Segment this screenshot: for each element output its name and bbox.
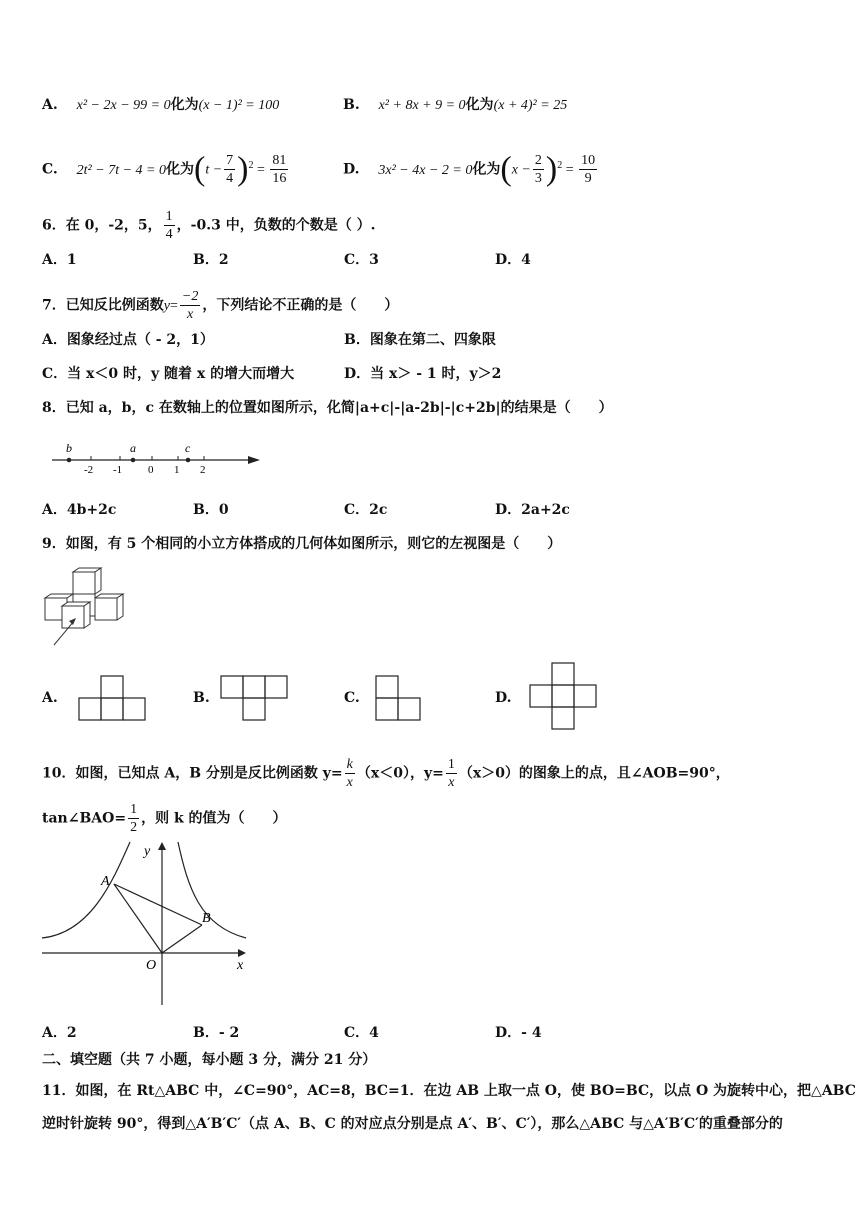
q10-fraction-half: $\frac{1}{2}$ xyxy=(130,802,138,835)
tick-0: 0 xyxy=(148,464,154,476)
label-c: c xyxy=(185,441,191,455)
q10-graph xyxy=(40,838,250,1008)
q9-option-d-figure[interactable] xyxy=(529,662,599,734)
q8-option-d[interactable]: D．2a+2c xyxy=(495,502,570,518)
label-o: O xyxy=(146,958,157,973)
curve-left xyxy=(42,842,130,938)
q8-stem: 8．已知 a，b，c 在数轴上的位置如图所示，化简|a+c|-|a-2b|-|c+2b|的结果是（ ） xyxy=(42,400,613,416)
q5-d-fraction: $\frac{2}{3}$ xyxy=(534,153,542,186)
q9-option-d-label[interactable]: D. xyxy=(495,690,512,706)
q5-b-result: (x + 4)² = 25 xyxy=(493,98,568,113)
q9-option-a-figure[interactable] xyxy=(78,674,148,722)
tick-2: 2 xyxy=(200,464,206,476)
q10-option-a[interactable]: A．2 xyxy=(42,1025,77,1041)
point-a xyxy=(131,458,136,463)
tick-neg1: -1 xyxy=(113,464,123,476)
q9-solid-figure xyxy=(40,566,130,648)
label-x: x xyxy=(237,958,244,973)
q6-option-a[interactable]: A．1 xyxy=(42,252,77,268)
q7-option-b[interactable]: B．图象在第二、四象限 xyxy=(344,332,496,348)
section-2-heading: 二、填空题（共 7 小题，每小题 3 分，满分 21 分） xyxy=(42,1052,377,1068)
curve-right xyxy=(178,842,246,938)
q7-fraction: $\frac{-2}{x}$ xyxy=(181,289,199,322)
q10-option-c[interactable]: C．4 xyxy=(344,1025,379,1041)
q6-stem: 6．在 0，-2，5， $\frac{1}{4}$ ，-0.3 中，负数的个数是（ ）. xyxy=(42,209,376,242)
q5-a-equation: x² − 2x − 99 = 0 xyxy=(76,98,171,113)
point-b xyxy=(67,458,72,463)
q10-stem-line2: tan∠BAO= $\frac{1}{2}$ ，则 k 的值为（ ） xyxy=(42,802,287,835)
q11-stem-line1: 11．如图，在 Rt△ABC 中，∠C=90°，AC=8，BC=1．在边 AB 上取一点 O，使 BO=BC，以点 O 为旋转中心，把△ABC xyxy=(42,1083,856,1099)
q8-option-c[interactable]: C．2c xyxy=(344,502,388,518)
tick-1: 1 xyxy=(174,464,180,476)
label-b: b xyxy=(66,441,72,455)
q8-option-b[interactable]: B．0 xyxy=(193,502,229,518)
q9-option-b-label[interactable]: B. xyxy=(193,690,210,706)
label-a: a xyxy=(130,441,136,455)
q7-stem: 7．已知反比例函数y= $\frac{-2}{x}$ ，下列结论不正确的是（ ） xyxy=(42,289,399,322)
q10-option-d[interactable]: D．- 4 xyxy=(495,1025,542,1041)
q10-fraction-1: $\frac{1}{x}$ xyxy=(447,757,455,790)
q6-option-d[interactable]: D．4 xyxy=(495,252,531,268)
q5-c-rhs-fraction: $\frac{81}{16}$ xyxy=(272,153,287,186)
q9-option-c-label[interactable]: C. xyxy=(344,690,360,706)
q9-option-a-label[interactable]: A. xyxy=(42,690,58,706)
q5-option-b[interactable]: B. x² + 8x + 9 = 0化为(x + 4)² = 25 xyxy=(343,97,568,113)
q9-option-c-figure[interactable] xyxy=(375,674,425,722)
q7-option-c[interactable]: C．当 x＜0 时，y 随着 x 的增大而增大 xyxy=(42,366,295,382)
q8-option-a[interactable]: A．4b+2c xyxy=(42,502,117,518)
q5-b-equation: x² + 8x + 9 = 0 xyxy=(378,98,466,113)
label-y: y xyxy=(144,844,151,859)
q5-c-fraction: $\frac{7}{4}$ xyxy=(226,153,234,186)
q9-option-b-figure[interactable] xyxy=(220,674,290,722)
q5-d-rhs-fraction: $\frac{10}{9}$ xyxy=(581,153,596,186)
q5-c-equation: 2t² − 7t − 4 = 0 xyxy=(76,162,166,178)
q5-d-equation: 3x² − 4x − 2 = 0 xyxy=(378,162,473,178)
q5-option-c[interactable]: C. 2t² − 7t − 4 = 0化为(t − $\frac{7}{4}$ )$^2$ = $\frac{81}{16}$ xyxy=(42,150,287,188)
q6-option-c[interactable]: C．3 xyxy=(344,252,379,268)
q5-option-d[interactable]: D. 3x² − 4x − 2 = 0化为(x − $\frac{2}{3}$ )$^2$ = $\frac{10}{9}$ xyxy=(343,150,596,188)
label-a: A xyxy=(101,874,110,889)
point-c xyxy=(186,458,191,463)
q10-stem: 10．如图，已知点 A，B 分别是反比例函数 y= $\frac{k}{x}$ （x＜0），y= $\frac{1}{x}$ （x＞0）的图象上的点，且∠AOB=90°， xyxy=(42,757,730,790)
q5-a-result: (x − 1)² = 100 xyxy=(198,98,280,113)
q7-option-d[interactable]: D．当 x＞ - 1 时，y＞2 xyxy=(344,366,502,382)
q10-option-b[interactable]: B．- 2 xyxy=(193,1025,240,1041)
q5-option-a[interactable]: A. x² − 2x − 99 = 0化为(x − 1)² = 100 xyxy=(42,97,280,113)
q6-option-b[interactable]: B．2 xyxy=(193,252,229,268)
q8-number-line xyxy=(40,436,270,476)
q9-stem: 9．如图，有 5 个相同的小立方体搭成的几何体如图所示，则它的左视图是（ ） xyxy=(42,536,562,552)
q6-fraction: $\frac{1}{4}$ xyxy=(165,209,173,242)
label-b: B xyxy=(202,911,211,926)
q11-stem-line2: 逆时针旋转 90°，得到△A′B′C′（点 A、B、C 的对应点分别是点 A′、B′、C′），那么△ABC 与△A′B′C′的重叠部分的 xyxy=(42,1116,783,1132)
q7-option-a[interactable]: A．图象经过点（ - 2，1） xyxy=(42,332,214,348)
tick-neg2: -2 xyxy=(84,464,94,476)
q10-fraction-k: $\frac{k}{x}$ xyxy=(346,757,353,790)
